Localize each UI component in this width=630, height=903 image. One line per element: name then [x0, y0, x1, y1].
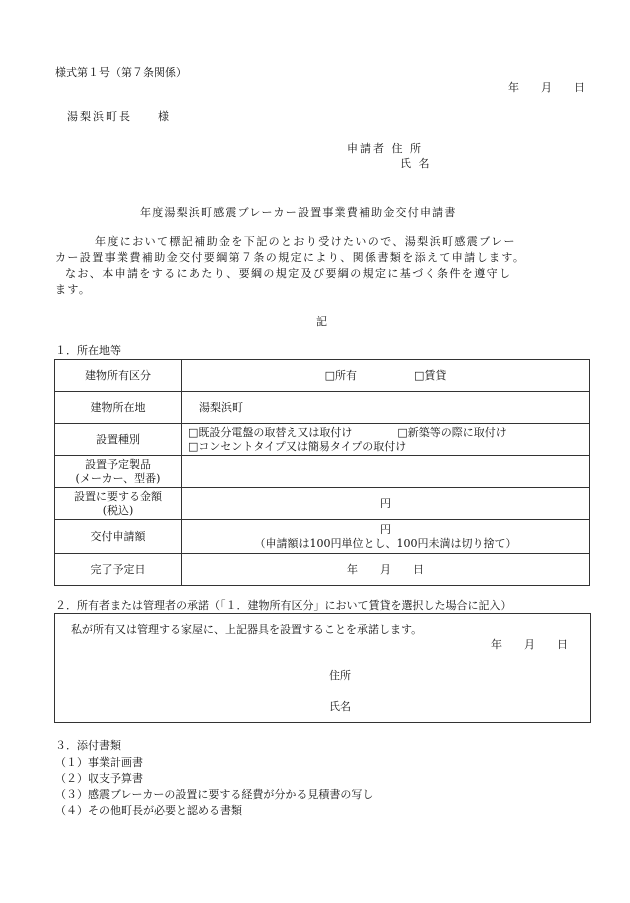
request-label: 交付申請額 [55, 520, 182, 554]
row-completion [55, 554, 590, 586]
product-label [55, 456, 182, 488]
intro-line-1: 年度において標記補助金を下記のとおり受けたいので、湯梨浜町感震ブレー [95, 235, 516, 248]
request-value[interactable] [182, 520, 590, 554]
consent-date: 年 月 日 [491, 638, 568, 651]
intro-line-3: なお、本申請をするにあたり、要綱の規定及び要綱の規定に基づく条件を遵守し [65, 267, 512, 280]
attachments-list [55, 755, 373, 819]
consent-text: 私が所有又は管理する家屋に、上記器具を設置することを承諾します。 [71, 623, 423, 636]
document-title: 年度湯梨浜町感震ブレーカー設置事業費補助金交付申請書 [140, 206, 457, 219]
location-label: 建物所在地 [55, 392, 182, 424]
addressee: 湯梨浜町長 様 [67, 110, 171, 123]
request-unit: 円 [380, 522, 391, 536]
location-value[interactable]: 湯梨浜町 [182, 392, 590, 424]
row-request [55, 520, 590, 554]
cost-label [55, 488, 182, 520]
attachment-item: （１）事業計画書 [55, 756, 143, 769]
ki-label: 記 [316, 315, 327, 328]
consent-box [54, 613, 591, 723]
section2-heading: ２．所有者または管理者の承諾（「１．建物所有区分」において賃貸を選択した場合に記入） [55, 599, 512, 612]
row-install-type [55, 424, 590, 456]
cost-label-line1: 設置に要する金額 [74, 489, 162, 503]
ownership-label: 建物所有区分 [55, 360, 182, 392]
ownership-owned-checkbox[interactable]: □所有 [324, 368, 357, 382]
cost-label-line2: (税込) [102, 503, 134, 517]
applicant-name-label: 氏 名 [400, 157, 432, 170]
product-value[interactable] [182, 456, 590, 488]
install-type-label: 設置種別 [55, 424, 182, 456]
cost-value[interactable] [182, 488, 590, 520]
row-location [55, 392, 590, 424]
attachment-item: （２）収支予算書 [55, 772, 143, 785]
consent-name-label: 氏名 [329, 700, 351, 713]
intro-line-2: カー設置事業費補助金交付要綱第７条の規定により、関係書類を添えて申請します。 [55, 251, 526, 264]
attachment-item: （４）その他町長が必要と認める書類 [55, 804, 242, 817]
ownership-options [182, 360, 590, 392]
row-cost [55, 488, 590, 520]
intro-paragraph [55, 234, 590, 298]
install-outlet-checkbox[interactable]: □コンセントタイプ又は簡易タイプの取付け [188, 439, 407, 453]
completion-label: 完了予定日 [55, 554, 182, 586]
cost-unit: 円 [380, 496, 391, 510]
request-note: （申請額は100円単位とし、100円未満は切り捨て） [254, 536, 517, 550]
date-top: 年 月 日 [508, 81, 585, 94]
product-label-line1: 設置予定製品 [85, 457, 151, 471]
applicant-address-label: 申請者 住 所 [347, 142, 423, 155]
section3-heading: ３．添付書類 [55, 739, 121, 752]
section1-heading: １．所在地等 [55, 344, 121, 357]
consent-address-label: 住所 [329, 669, 351, 682]
location-table [54, 359, 590, 586]
form-number: 様式第１号（第７条関係） [55, 66, 187, 79]
attachment-item: （３）感震ブレーカーの設置に要する経費が分かる見積書の写し [55, 788, 374, 801]
intro-line-4: ます。 [55, 283, 92, 296]
product-label-line2: (メーカー、型番) [75, 471, 161, 485]
row-product [55, 456, 590, 488]
install-replace-checkbox[interactable]: □既設分電盤の取替え又は取付け [188, 425, 353, 439]
ownership-rented-checkbox[interactable]: □賃貸 [414, 368, 447, 382]
install-type-options [182, 424, 590, 456]
completion-value[interactable]: 年 月 日 [182, 554, 590, 586]
install-newbuild-checkbox[interactable]: □新築等の際に取付け [397, 425, 507, 439]
row-ownership [55, 360, 590, 392]
